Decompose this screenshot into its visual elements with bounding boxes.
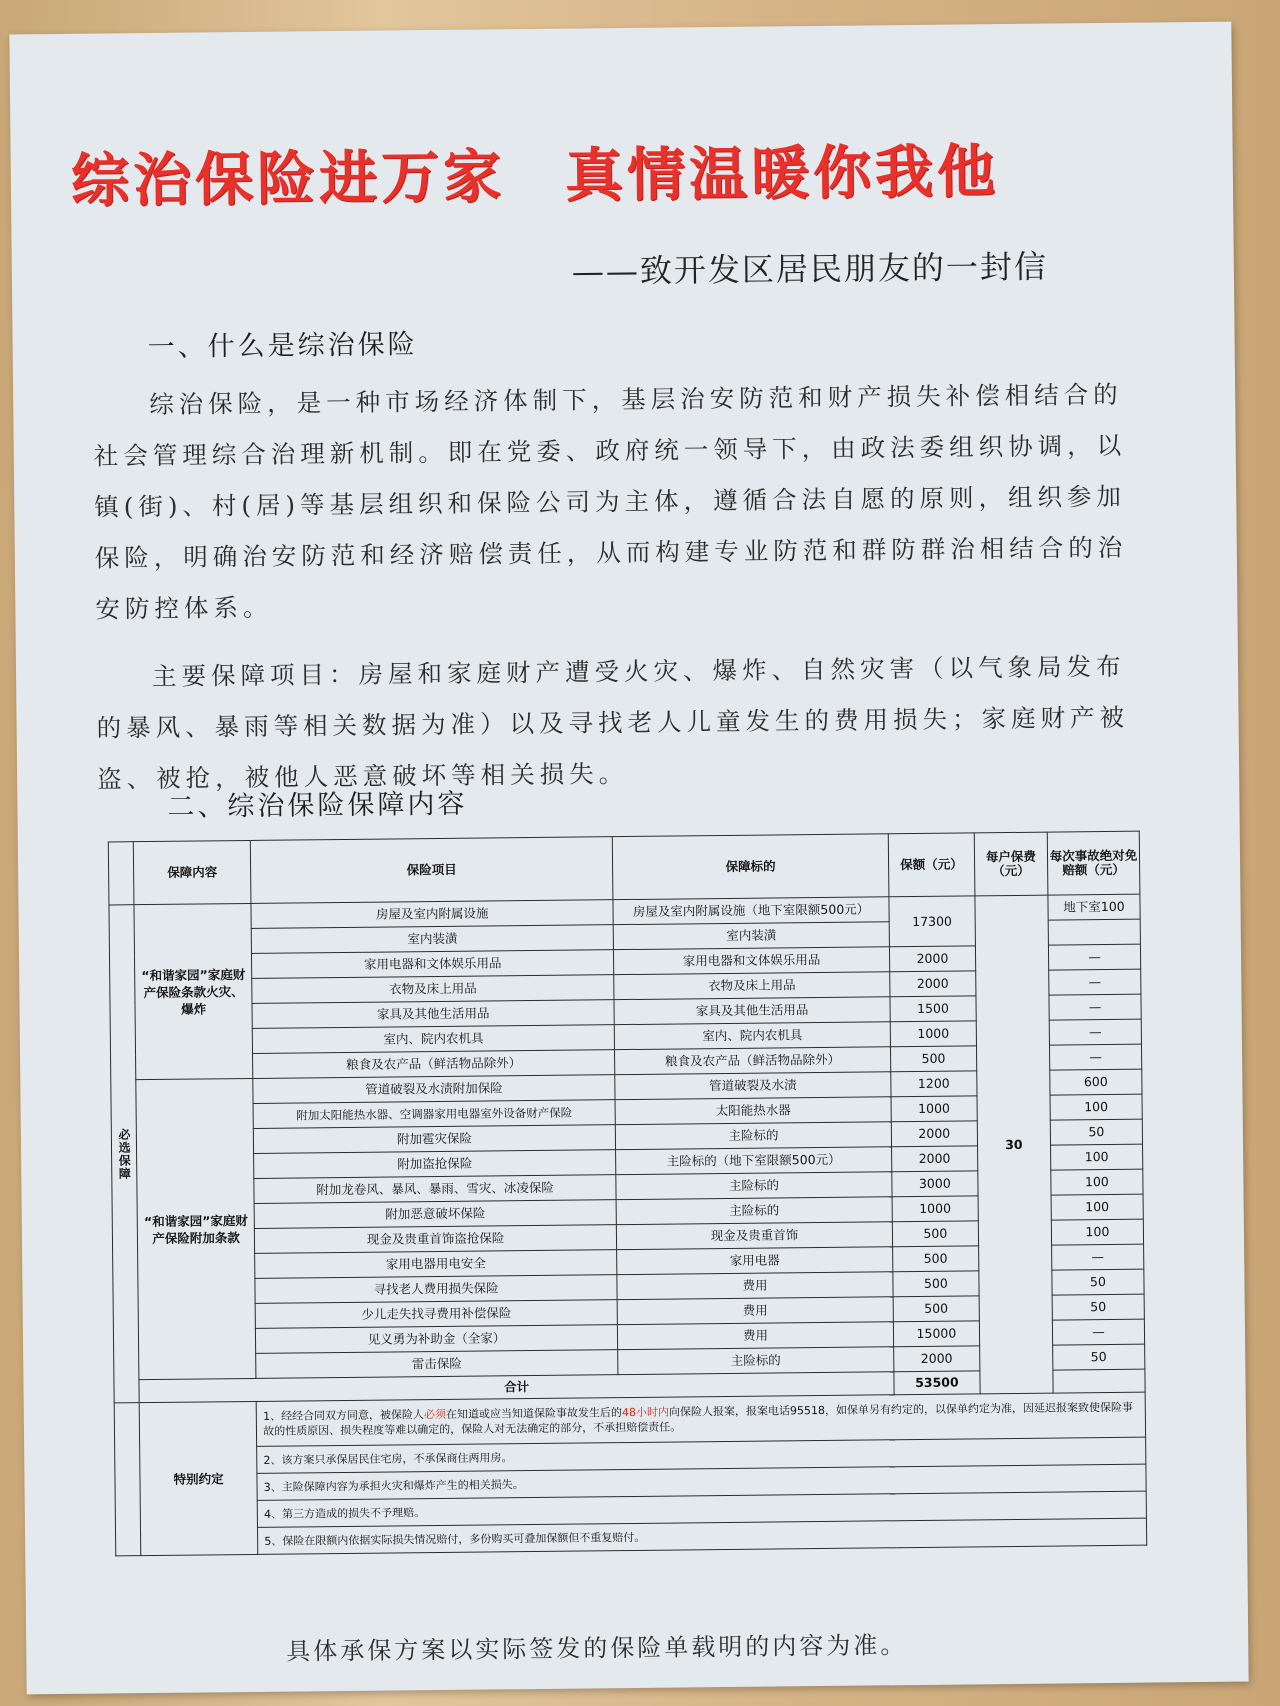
deductible-cell: 50 bbox=[1052, 1269, 1144, 1295]
deductible-cell: — bbox=[1049, 994, 1141, 1020]
target-cell: 室内、院内农机具 bbox=[614, 1022, 890, 1050]
section-1-paragraph-1: 综治保险，是一种市场经济体制下，基层治安防范和财产损失补偿相结合的社会管理综合治理新机制。即在党委、政府统一领导下，由政法委组织协调，以镇(街)、村(居)等基层组织和保险公司为主体，遵循合法自愿的原则，组织参加保险，明确治安防范和经济赔偿责任，从而构建专业防范和群防群治相结合的治安防控体系。 bbox=[93, 379, 1128, 624]
target-cell: 现金及贵重首饰 bbox=[616, 1222, 892, 1250]
notes-side-blank bbox=[114, 1403, 141, 1556]
item-cell: 现金及贵重首饰盗抢保险 bbox=[255, 1225, 617, 1254]
amount-cell: 15000 bbox=[893, 1321, 979, 1347]
target-cell: 衣物及床上用品 bbox=[614, 972, 890, 1000]
note-1-part-b: 在知道或应当知道保险事故发生后的 bbox=[445, 1406, 623, 1421]
item-cell: 附加盗抢保险 bbox=[254, 1150, 616, 1179]
item-cell: 雷击保险 bbox=[256, 1350, 618, 1379]
header-content: 保障内容 bbox=[133, 840, 251, 904]
item-cell: 管道破裂及水渍附加保险 bbox=[253, 1075, 615, 1104]
item-cell: 附加太阳能热水器、空调器家用电器室外设备财产保险 bbox=[253, 1100, 615, 1129]
coverage-table bbox=[108, 831, 1147, 1557]
amount-cell: 500 bbox=[893, 1271, 979, 1297]
note-2: 2、该方案只承保居民住宅房，不承保商住两用房。 bbox=[257, 1437, 1146, 1473]
deductible-cell: 100 bbox=[1051, 1194, 1143, 1220]
note-5: 5、保险在限额内依据实际损失情况赔付，多份购买可叠加保额但不重复赔付。 bbox=[258, 1518, 1147, 1554]
note-3: 3、主险保障内容为承担火灾和爆炸产生的相关损失。 bbox=[257, 1464, 1146, 1500]
total-label: 合计 bbox=[139, 1372, 894, 1403]
item-cell: 附加恶意破坏保险 bbox=[254, 1200, 616, 1229]
amount-cell: 2000 bbox=[894, 1346, 980, 1372]
target-cell: 费用 bbox=[617, 1272, 893, 1300]
table-header-row bbox=[108, 831, 1140, 905]
target-cell: 管道破裂及水渍 bbox=[615, 1072, 891, 1100]
headline-part-1: 综治保险进万家 bbox=[70, 142, 506, 215]
deductible-cell: 600 bbox=[1050, 1069, 1142, 1095]
amount-cell: 2000 bbox=[892, 1146, 978, 1172]
note-1-red-must: 必须 bbox=[423, 1407, 447, 1422]
deductible-cell: 地下室100 bbox=[1048, 894, 1140, 920]
target-cell: 费用 bbox=[617, 1297, 893, 1325]
deductible-cell: — bbox=[1049, 1044, 1141, 1070]
amount-cell: 17300 bbox=[889, 896, 975, 947]
deductible-cell: 50 bbox=[1052, 1294, 1144, 1320]
section-2-heading: 二、综治保险保障内容 bbox=[167, 788, 468, 823]
section-1-paragraph-2: 主要保障项目：房屋和家庭财产遭受火灾、爆炸、自然灾害（以气象局发布的暴风、暴雨等相关数据为准）以及寻找老人儿童发生的费用损失；家庭财产被盗、被抢，被他人恶意破坏等相关损失。 bbox=[96, 651, 1130, 794]
note-1-part-c: 向保险人报案，报案电话95518，如保单另有约定的，以保单约定为准，因延迟报案致使保险事故的性质原因、损失程度等难以确定的，保险人对无法确定的部分，不承担赔偿责任。 bbox=[263, 1400, 1134, 1438]
item-cell: 寻找老人费用损失保险 bbox=[255, 1275, 617, 1304]
headline-part-2: 真情温暖你我他 bbox=[564, 137, 1000, 210]
target-cell: 家用电器 bbox=[617, 1247, 893, 1275]
item-cell: 附加雹灾保险 bbox=[254, 1125, 616, 1154]
coverage-table-wrapper bbox=[108, 831, 1147, 1557]
item-cell: 室内、院内农机具 bbox=[252, 1025, 614, 1054]
amount-cell: 1000 bbox=[890, 1021, 976, 1047]
header-deductible: 每次事故绝对免赔额（元） bbox=[1047, 831, 1140, 895]
letter-sheet bbox=[9, 22, 1248, 1695]
target-cell: 室内装潢 bbox=[613, 922, 889, 950]
target-cell: 主险标的 bbox=[615, 1122, 891, 1150]
target-cell: 房屋及室内附属设施（地下室限额500元） bbox=[613, 897, 889, 925]
deductible-cell: — bbox=[1052, 1244, 1144, 1270]
target-cell: 主险标的（地下室限额500元） bbox=[616, 1147, 892, 1175]
deductible-cell: 50 bbox=[1050, 1119, 1142, 1145]
item-cell: 房屋及室内附属设施 bbox=[251, 900, 613, 929]
amount-cell: 1000 bbox=[892, 1196, 978, 1222]
amount-cell: 3000 bbox=[892, 1171, 978, 1197]
item-cell: 少儿走失找寻费用补偿保险 bbox=[255, 1300, 617, 1329]
table-body bbox=[109, 894, 1145, 1403]
target-cell: 主险标的 bbox=[618, 1347, 894, 1375]
amount-cell: 500 bbox=[893, 1246, 979, 1272]
note-4: 4、第三方造成的损失不予理赔。 bbox=[257, 1491, 1146, 1527]
item-cell: 家具及其他生活用品 bbox=[252, 1000, 614, 1029]
target-cell: 主险标的 bbox=[616, 1172, 892, 1200]
deductible-cell: 100 bbox=[1050, 1094, 1142, 1120]
group-1-label: “和谐家园”家庭财产保险条款火灾、爆炸 bbox=[134, 903, 253, 1079]
target-cell: 太阳能热水器 bbox=[615, 1097, 891, 1125]
deductible-cell: 100 bbox=[1051, 1169, 1143, 1195]
subtitle: ——致开发区居民朋友的一封信 bbox=[571, 247, 1049, 291]
deductible-cell: — bbox=[1052, 1319, 1144, 1345]
deductible-cell: 50 bbox=[1053, 1344, 1145, 1370]
note-1-red-48h: 48小时内 bbox=[621, 1405, 670, 1420]
side-label: 必选保障 bbox=[109, 905, 139, 1403]
special-terms bbox=[114, 1392, 1147, 1556]
amount-cell: 1000 bbox=[891, 1096, 977, 1122]
amount-cell: 2000 bbox=[889, 946, 975, 972]
deductible-cell: — bbox=[1049, 969, 1141, 995]
amount-cell: 1200 bbox=[891, 1071, 977, 1097]
item-cell: 衣物及床上用品 bbox=[252, 975, 614, 1004]
item-cell: 家用电器用电安全 bbox=[255, 1250, 617, 1279]
premium-cell: 30 bbox=[975, 895, 1053, 1394]
special-terms-label: 特别约定 bbox=[139, 1401, 258, 1555]
deductible-cell bbox=[1048, 919, 1140, 945]
item-cell: 见义勇为补助金（全家） bbox=[256, 1325, 618, 1354]
target-cell: 家用电器和文体娱乐用品 bbox=[613, 947, 889, 975]
header-premium: 每户保费（元） bbox=[974, 832, 1048, 896]
target-cell: 家具及其他生活用品 bbox=[614, 997, 890, 1025]
deductible-cell: 100 bbox=[1051, 1219, 1143, 1245]
deductible-cell: — bbox=[1049, 1019, 1141, 1045]
amount-cell: 500 bbox=[891, 1046, 977, 1072]
item-cell: 粮食及农产品（鲜活物品除外） bbox=[253, 1050, 615, 1079]
amount-cell: 1500 bbox=[890, 996, 976, 1022]
target-cell: 主险标的 bbox=[616, 1197, 892, 1225]
total-deductible-blank bbox=[1053, 1369, 1145, 1393]
footer-note: 具体承保方案以实际签发的保险单载明的内容为准。 bbox=[286, 1631, 908, 1666]
section-1-heading: 一、什么是综治保险 bbox=[147, 329, 418, 364]
deductible-cell: — bbox=[1048, 944, 1140, 970]
group-2-label: “和谐家园”家庭财产保险附加条款 bbox=[136, 1078, 256, 1379]
item-cell: 附加龙卷风、暴风、暴雨、雪灾、冰凌保险 bbox=[254, 1175, 616, 1204]
item-cell: 室内装潢 bbox=[251, 925, 613, 954]
amount-cell: 500 bbox=[892, 1221, 978, 1247]
deductible-cell: 100 bbox=[1050, 1144, 1142, 1170]
item-cell: 家用电器和文体娱乐用品 bbox=[252, 950, 614, 979]
amount-cell: 2000 bbox=[890, 971, 976, 997]
header-blank bbox=[108, 842, 134, 905]
header-item: 保险项目 bbox=[250, 837, 612, 904]
target-cell: 费用 bbox=[617, 1322, 893, 1350]
total-amount: 53500 bbox=[894, 1371, 980, 1395]
headline bbox=[70, 122, 1171, 218]
amount-cell: 2000 bbox=[891, 1121, 977, 1147]
header-amount: 保额（元） bbox=[888, 833, 974, 897]
note-1-part-a: 1、经经合同双方同意，被保险人 bbox=[262, 1408, 425, 1423]
header-target: 保障标的 bbox=[612, 834, 889, 900]
target-cell: 粮食及农产品（鲜活物品除外） bbox=[614, 1047, 890, 1075]
amount-cell: 500 bbox=[893, 1296, 979, 1322]
